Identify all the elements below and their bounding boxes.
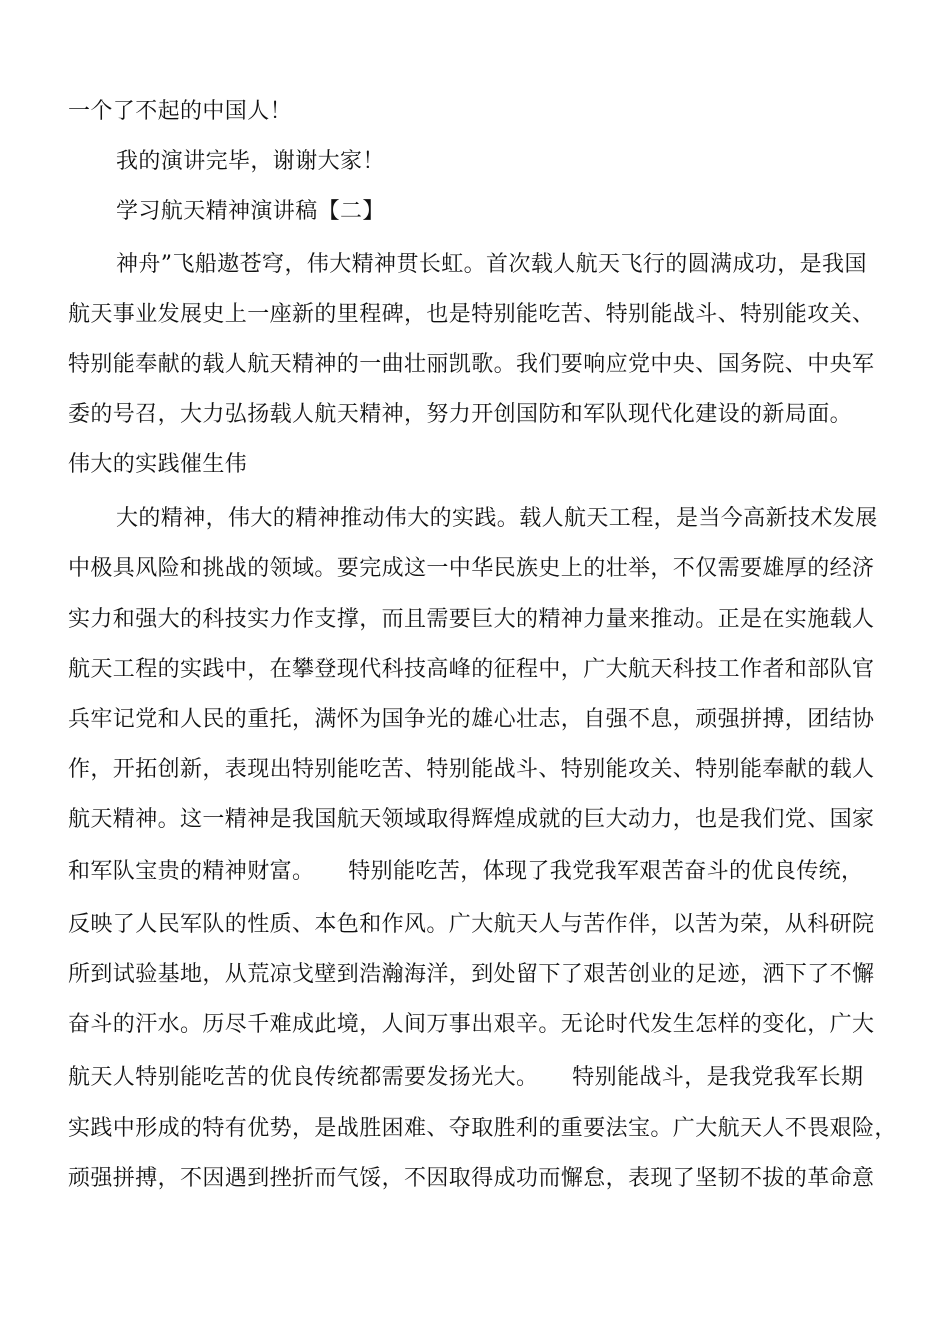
text-line-1: 一个了不起的中国人！: [68, 99, 293, 124]
text-line-10: 中极具风险和挑战的领域。要完成这一中华民族史上的壮举，不仅需要雄厚的经济: [68, 556, 875, 581]
text-line-21: 实践中形成的特有优势，是战胜困难、夺取胜利的重要法宝。广大航天人不畏艰险，: [68, 1116, 897, 1141]
text-line-20: 航天人特别能吃苦的优良传统都需要发扬光大。 特别能战斗，是我党我军长期: [68, 1065, 864, 1090]
text-line-18: 所到试验基地，从荒凉戈壁到浩瀚海洋，到处留下了艰苦创业的足迹，洒下了不懈: [68, 962, 875, 987]
text-line-9: 大的精神，伟大的精神推动伟大的实践。载人航天工程，是当今高新技术发展: [116, 506, 878, 531]
text-line-11: 实力和强大的科技实力作支撑，而且需要巨大的精神力量来推动。正是在实施载人: [68, 607, 875, 632]
text-line-5: 航天事业发展史上一座新的里程碑，也是特别能吃苦、特别能战斗、特别能攻关、: [68, 302, 875, 327]
text-line-14: 作，开拓创新，表现出特别能吃苦、特别能战斗、特别能攻关、特别能奉献的载人: [68, 757, 875, 782]
section-heading: 学习航天精神演讲稿【二】: [116, 199, 385, 224]
text-line-17: 反映了人民军队的性质、本色和作风。广大航天人与苦作伴，以苦为荣，从科研院: [68, 912, 875, 937]
text-line-13: 兵牢记党和人民的重托，满怀为国争光的雄心壮志，自强不息，顽强拼搏，团结协: [68, 707, 875, 732]
text-line-4: 神舟”飞船遨苍穹，伟大精神贯长虹。首次载人航天飞行的圆满成功，是我国: [116, 252, 867, 277]
text-line-2: 我的演讲完毕，谢谢大家！: [116, 149, 385, 174]
text-line-15: 航天精神。这一精神是我国航天领域取得辉煌成就的巨大动力，也是我们党、国家: [68, 807, 875, 832]
text-line-12: 航天工程的实践中，在攀登现代科技高峰的征程中，广大航天科技工作者和部队官: [68, 657, 875, 682]
text-line-22: 顽强拼搏，不因遇到挫折而气馁，不因取得成功而懈怠，表现了坚韧不拔的革命意: [68, 1166, 875, 1191]
text-line-8: 伟大的实践催生伟: [68, 452, 248, 477]
text-line-16: 和军队宝贵的精神财富。 特别能吃苦，体现了我党我军艰苦奋斗的优良传统，: [68, 859, 864, 884]
text-line-19: 奋斗的汗水。历尽千难成此境，人间万事出艰辛。无论时代发生怎样的变化，广大: [68, 1012, 875, 1037]
text-line-6: 特别能奉献的载人航天精神的一曲壮丽凯歌。我们要响应党中央、国务院、中央军: [68, 352, 875, 377]
text-line-7: 委的号召，大力弘扬载人航天精神，努力开创国防和军队现代化建设的新局面。: [68, 402, 853, 427]
